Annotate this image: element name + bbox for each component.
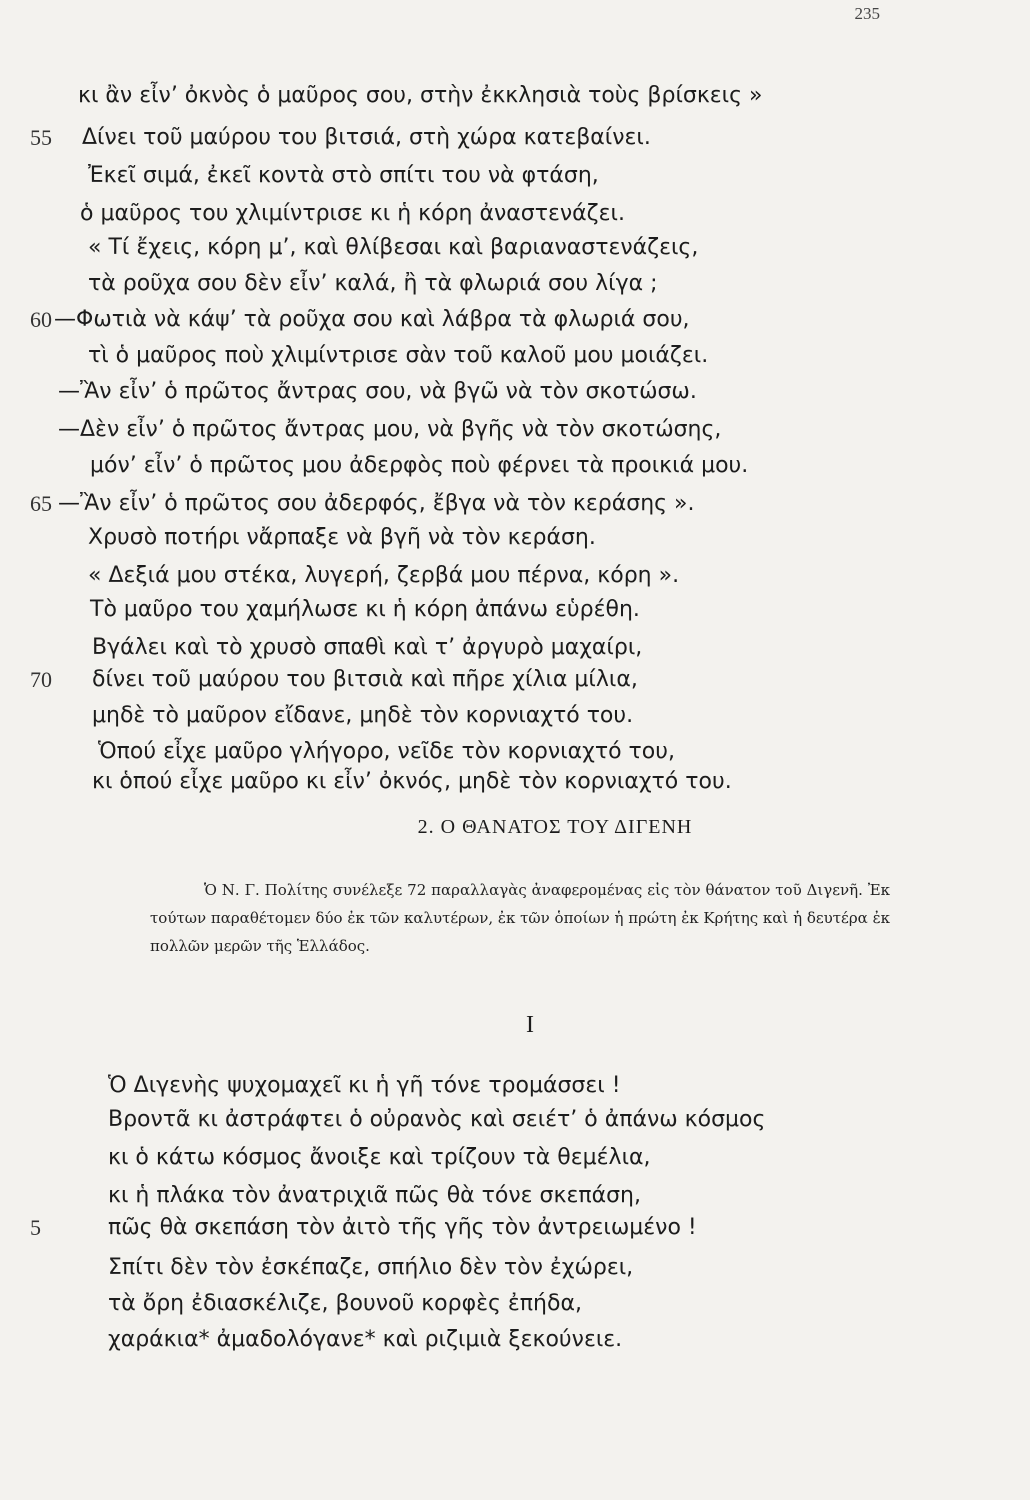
verse-line bbox=[0, 264, 1000, 304]
verse-line bbox=[0, 762, 1000, 802]
poem-part-numeral: I bbox=[526, 1012, 534, 1038]
verse-text: πῶς θὰ σκεπάση τὸν ἀιτὸ τῆς γῆς τὸν ἀντρειωμένο ! bbox=[108, 1215, 697, 1240]
verse-text: Ὁ Διγενὴς ψυχομαχεῖ κι ἡ γῆ τόνε τρομάσσει ! bbox=[108, 1073, 621, 1098]
verse-text: Βροντᾶ κι ἀστράφτει ὁ οὐρανὸς καὶ σειέτ’ ὁ ἀπάνω κόσμος bbox=[108, 1107, 766, 1132]
verse-text: μηδὲ τὸ μαῦρον εἴδανε, μηδὲ τὸν κορνιαχτό του. bbox=[92, 703, 634, 728]
verse-text: τὶ ὁ μαῦρος ποὺ χλιμίντρισε σὰν τοῦ καλοῦ μου μοιάζει. bbox=[88, 343, 709, 368]
verse-text: μόν’ εἶν’ ὁ πρῶτος μου ἀδερφὸς ποὺ φέρνει τὰ προικιά μου. bbox=[90, 453, 749, 478]
verse-line bbox=[0, 336, 1000, 376]
verse-text: Σπίτι δὲν τὸν ἐσκέπαζε, σπήλιο δὲν τὸν ἐχώρει, bbox=[108, 1255, 634, 1280]
verse-text: —Ἂν εἶν’ ὁ πρῶτος σου ἀδερφός, ἔβγα νὰ τὸν κεράσης ». bbox=[58, 491, 695, 516]
verse-line bbox=[0, 1320, 1000, 1360]
verse-line bbox=[0, 76, 1000, 116]
verse-text: Δίνει τοῦ μαύρου του βιτσιά, στὴ χώρα κατεβαίνει. bbox=[82, 125, 651, 150]
verse-line bbox=[0, 228, 1000, 268]
verse-line bbox=[0, 590, 1000, 630]
verse-line bbox=[0, 518, 1000, 558]
verse-line bbox=[0, 1284, 1000, 1324]
verse-text: —Ἂν εἶν’ ὁ πρῶτος ἄντρας σου, νὰ βγῶ νὰ τὸν σκοτώσω. bbox=[58, 379, 697, 404]
line-number: 70 bbox=[30, 667, 52, 692]
line-number: 65 bbox=[30, 491, 52, 516]
verse-line bbox=[0, 446, 1000, 486]
verse-line bbox=[0, 1138, 1000, 1178]
verse-line bbox=[0, 660, 1000, 700]
verse-text: χαράκια* ἀμαδολόγανε* καὶ ριζιμιὰ ξεκούνειε. bbox=[108, 1327, 623, 1352]
verse-text: « Τί ἔχεις, κόρη μ’, καὶ θλίβεσαι καὶ βαριαναστενάζεις, bbox=[88, 235, 699, 260]
verse-line bbox=[0, 696, 1000, 736]
verse-text: Ὁπού εἶχε μαῦρο γλήγορο, νεῖδε τὸν κορνιαχτό του, bbox=[98, 739, 675, 764]
verse-text: δίνει τοῦ μαύρου του βιτσιὰ καὶ πῆρε χίλια μίλια, bbox=[92, 667, 638, 692]
line-number: 55 bbox=[30, 125, 52, 150]
verse-line bbox=[0, 118, 1000, 158]
verse-line bbox=[0, 1208, 1000, 1248]
verse-text: Ἐκεῖ σιμά, ἐκεῖ κοντὰ στὸ σπίτι του νὰ φτάση, bbox=[88, 163, 599, 188]
verse-text: Χρυσὸ ποτήρι νἄρπαξε νὰ βγῆ νὰ τὸν κεράση. bbox=[88, 525, 596, 550]
verse-text: « Δεξιά μου στέκα, λυγερή, ζερβά μου πέρνα, κόρη ». bbox=[88, 563, 680, 588]
verse-text: Βγάλει καὶ τὸ χρυσὸ σπαθὶ καὶ τ’ ἀργυρὸ μαχαίρι, bbox=[92, 635, 643, 660]
verse-text: κι ἡ πλάκα τὸν ἀνατριχιᾶ πῶς θὰ τόνε σκεπάση, bbox=[108, 1183, 641, 1208]
verse-text: Τὸ μαῦρο του χαμήλωσε κι ἡ κόρη ἀπάνω εὑρέθη. bbox=[90, 597, 640, 622]
line-number: 60 bbox=[30, 307, 52, 332]
verse-text: —Δὲν εἶν’ ὁ πρῶτος ἄντρας μου, νὰ βγῆς νὰ τὸν σκοτώσης, bbox=[58, 417, 722, 442]
verse-line bbox=[0, 1248, 1000, 1288]
verse-text: κι ὁ κάτω κόσμος ἄνοιξε καὶ τρίζουν τὰ θεμέλια, bbox=[108, 1145, 651, 1170]
verse-line bbox=[0, 372, 1000, 412]
verse-line bbox=[0, 1100, 1000, 1140]
intro-paragraph: Ὁ Ν. Γ. Πολίτης συνέλεξε 72 παραλλαγὰς ἀναφερομένας εἰς τὸν θάνατον τοῦ Διγενῆ. Ἐκ τούτων παραθέτομεν δύο ἐκ τῶν καλυτέρων, ἐκ τῶν ὁποίων ἡ πρώτη ἐκ Κρήτης καὶ ἡ δευτέρα ἐκ πολλῶν μερῶν τῆς Ἑλλάδος. bbox=[150, 881, 890, 955]
section-title: 2. Ο ΘΑΝΑΤΟΣ ΤΟΥ ΔΙΓΕΝΗ bbox=[417, 816, 693, 838]
verse-line bbox=[0, 300, 1000, 340]
verse-line bbox=[0, 410, 1000, 450]
verse-text: —Φωτιὰ νὰ κάψ’ τὰ ροῦχα σου καὶ λάβρα τὰ φλωριά σου, bbox=[54, 307, 690, 332]
verse-line bbox=[0, 156, 1000, 196]
line-number: 5 bbox=[30, 1215, 41, 1240]
verse-text: τὰ ροῦχα σου δὲν εἶν’ καλά, ἢ τὰ φλωριά σου λίγα ; bbox=[88, 271, 658, 296]
verse-text: ὁ μαῦρος του χλιμίντρισε κι ἡ κόρη ἀναστενάζει. bbox=[80, 201, 625, 226]
verse-text: κι ἂν εἶν’ ὀκνὸς ὁ μαῦρος σου, στὴν ἐκκλησιὰ τοὺς βρίσκεις » bbox=[78, 83, 763, 108]
page-number: 235 bbox=[854, 4, 880, 23]
verse-text: κι ὁπού εἶχε μαῦρο κι εἶν’ ὀκνός, μηδὲ τὸν κορνιαχτό του. bbox=[92, 769, 732, 794]
verse-text: τὰ ὄρη ἐδιασκέλιζε, βουνοῦ κορφὲς ἐπήδα, bbox=[108, 1291, 582, 1316]
